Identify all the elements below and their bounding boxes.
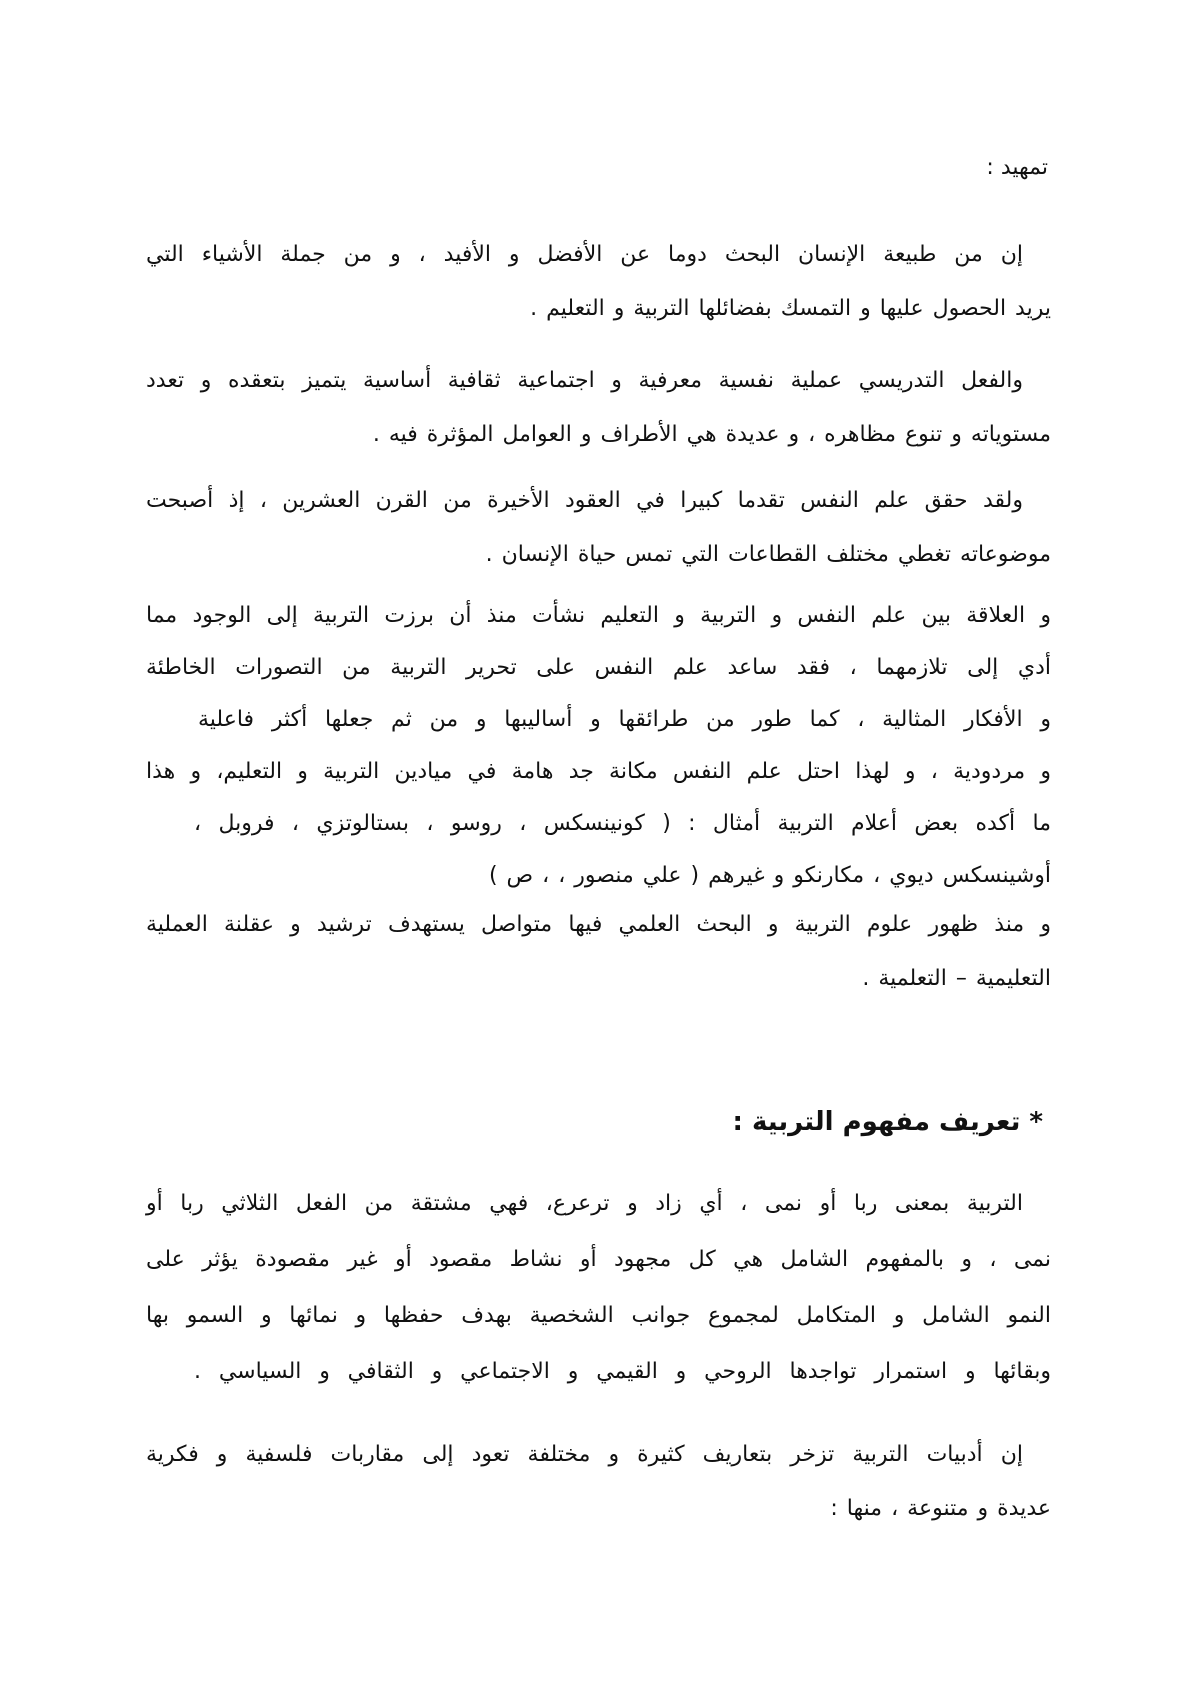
paragraph-line: و مردودية ، و لهذا احتل علم النفس مكانة جد هامة في ميادين التربية و التعليم، و هذا (146, 759, 1051, 784)
paragraph (146, 1176, 1051, 1400)
paragraph-line: نمى ، و بالمفهوم الشامل هي كل مجهود أو نشاط مقصود أو غير مقصودة يؤثر على (146, 1247, 1051, 1272)
paragraph-line: مستوياته و تنوع مظاهره ، و عديدة هي الأطراف و العوامل المؤثرة فيه . (372, 422, 1051, 447)
paragraph-line: عديدة و متنوعة ، منها : (830, 1496, 1051, 1521)
intro-heading: تمهيد : (986, 155, 1048, 180)
paragraph (146, 590, 1051, 902)
paragraph-line: إن من طبيعة الإنسان البحث دوما عن الأفضل و الأفيد ، و من جملة الأشياء التي (146, 242, 1023, 267)
paragraph-line: التربية بمعنى ربا أو نمى ، أي زاد و ترعرع، فهي مشتقة من الفعل الثلاثي ربا أو (146, 1191, 1023, 1216)
paragraph-line: أدي إلى تلازمهما ، فقد ساعد علم النفس على تحرير التربية من التصورات الخاطئة (146, 655, 1051, 680)
paragraph-line: موضوعاته تغطي مختلف القطاعات التي تمس حياة الإنسان . (485, 542, 1051, 567)
paragraph-line: يريد الحصول عليها و التمسك بفضائلها التربية و التعليم . (530, 296, 1051, 321)
paragraph-line: النمو الشامل و المتكامل لمجموع جوانب الشخصية بهدف حفظها و نمائها و السمو بها (146, 1303, 1051, 1328)
paragraph-line: و منذ ظهور علوم التربية و البحث العلمي فيها متواصل يستهدف ترشيد و عقلنة العملية (146, 912, 1051, 937)
paragraph (146, 474, 1051, 582)
paragraph-line: والفعل التدريسي عملية نفسية معرفية و اجتماعية ثقافية أساسية يتميز بتعقده و تعدد (146, 368, 1023, 393)
paragraph (146, 1428, 1051, 1536)
section-heading: * تعريف مفهوم التربية : (732, 1107, 1043, 1137)
paragraph (146, 354, 1051, 462)
paragraph-line: التعليمية – التعلمية . (862, 966, 1051, 991)
paragraph (146, 228, 1051, 336)
paragraph-line: و الأفكار المثالية ، كما طور من طرائقها و أساليبها و من ثم جعلها أكثر فاعلية (198, 707, 1051, 732)
paragraph-line: ولقد حقق علم النفس تقدما كبيرا في العقود الأخيرة من القرن العشرين ، إذ أصبحت (146, 488, 1023, 513)
paragraph-line: وبقائها و استمرار تواجدها الروحي و القيمي و الاجتماعي و الثقافي و السياسي . (194, 1359, 1051, 1384)
paragraph (146, 898, 1051, 1006)
paragraph-line: ما أكده بعض أعلام التربية أمثال : ( كونينسكس ، روسو ، بستالوتزي ، فروبل ، (194, 811, 1051, 836)
paragraph-line: و العلاقة بين علم النفس و التربية و التعليم نشأت منذ أن برزت التربية إلى الوجود مما (146, 603, 1051, 628)
paragraph-line: إن أدبيات التربية تزخر بتعاريف كثيرة و مختلفة تعود إلى مقاربات فلسفية و فكرية (146, 1442, 1023, 1467)
paragraph-line: أوشينسكس ديوي ، مكارنكو و غيرهم ( علي منصور ، ، ص ) (488, 863, 1051, 888)
